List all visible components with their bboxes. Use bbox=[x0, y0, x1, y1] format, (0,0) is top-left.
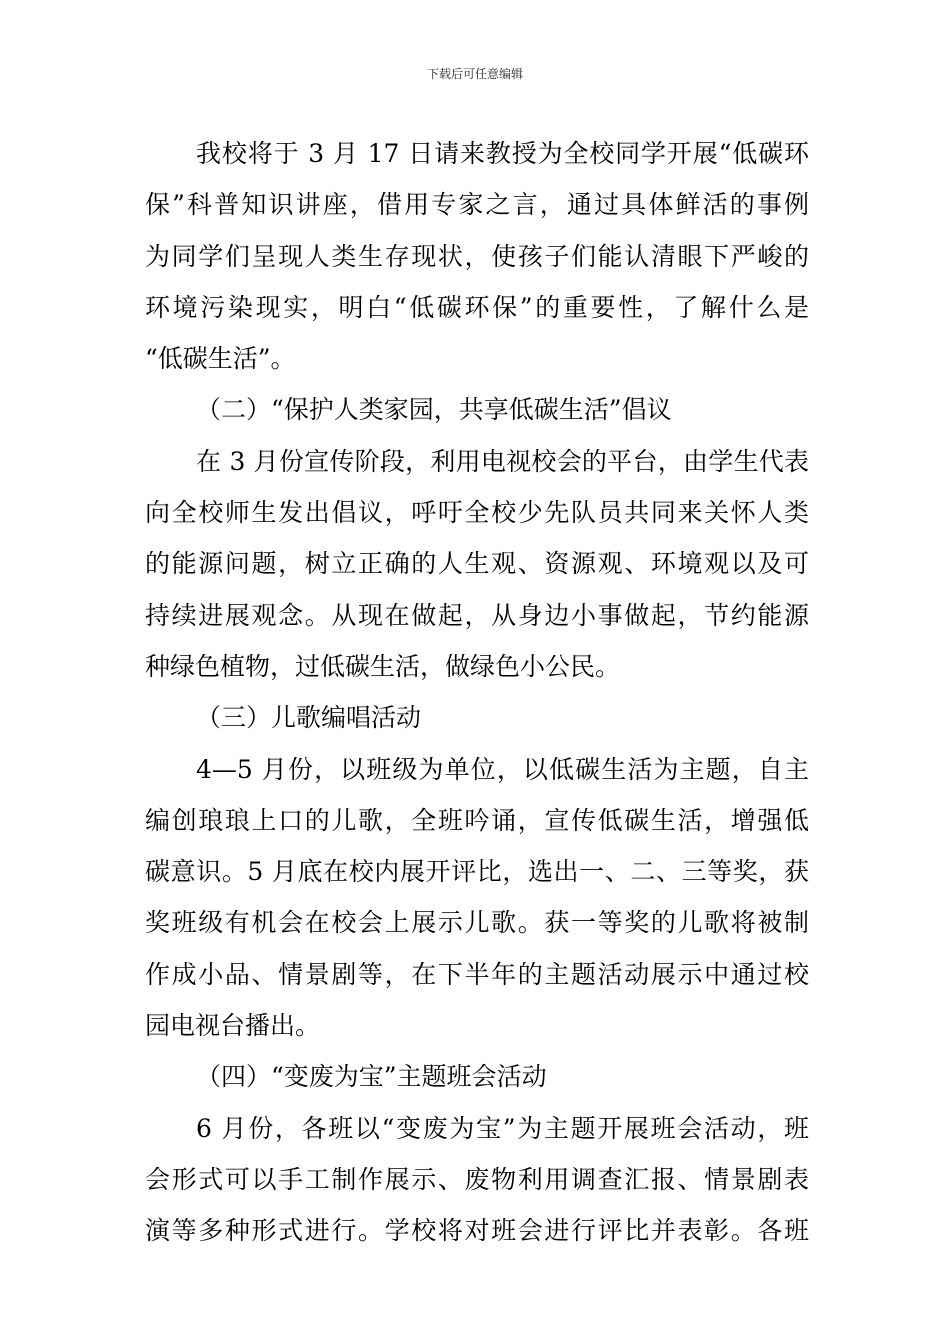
text-line: 碳意识。5 月底在校内展开评比，选出一、二、三等奖，获 bbox=[145, 857, 809, 887]
section-heading: （二）“保护人类家园，共享低碳生活”倡议 bbox=[196, 395, 672, 425]
text-line: 演等多种形式进行。学校将对班会进行评比并表彰。各班 bbox=[145, 1216, 809, 1246]
section-heading: （三）儿歌编唱活动 bbox=[196, 703, 422, 733]
text-line: 我校将于 3 月 17 日请来教授为全校同学开展“低碳环 bbox=[196, 139, 809, 168]
text-line: 会形式可以手工制作展示、废物利用调查汇报、情景剧表 bbox=[145, 1164, 809, 1194]
text-line: 向全校师生发出倡议，呼吁全校少先队员共同来关怀人类 bbox=[145, 498, 809, 528]
text-line: 环境污染现实，明白“低碳环保”的重要性，了解什么是 bbox=[145, 292, 809, 322]
text-line: 保”科普知识讲座，借用专家之言，通过具体鲜活的事例 bbox=[145, 190, 809, 220]
text-line: 园电视台播出。 bbox=[145, 1011, 321, 1041]
text-line: “低碳生活”。 bbox=[145, 344, 296, 374]
text-line: 种绿色植物，过低碳生活，做绿色小公民。 bbox=[145, 651, 621, 681]
page-header: 下载后可任意编辑 bbox=[426, 67, 523, 81]
text-line: 奖班级有机会在校会上展示儿歌。获一等奖的儿歌将被制 bbox=[145, 908, 809, 938]
document-body bbox=[145, 128, 809, 1257]
text-line: 6 月份，各班以“变废为宝”为主题开展班会活动，班 bbox=[196, 1113, 809, 1143]
text-line: 编创琅琅上口的儿歌，全班吟诵，宣传低碳生活，增强低 bbox=[145, 805, 809, 835]
text-line: 在 3 月份宣传阶段，利用电视校会的平台，由学生代表 bbox=[196, 446, 809, 476]
text-line: 4—5 月份，以班级为单位，以低碳生活为主题，自主 bbox=[196, 754, 809, 784]
text-line: 作成小品、情景剧等，在下半年的主题活动展示中通过校 bbox=[145, 959, 809, 989]
section-heading: （四）“变废为宝”主题班会活动 bbox=[196, 1062, 547, 1092]
text-line: 为同学们呈现人类生存现状，使孩子们能认清眼下严峻的 bbox=[145, 241, 809, 271]
text-line: 的能源问题，树立正确的人生观、资源观、环境观以及可 bbox=[145, 549, 809, 579]
text-line: 持续进展观念。从现在做起，从身边小事做起，节约能源 bbox=[145, 600, 809, 630]
